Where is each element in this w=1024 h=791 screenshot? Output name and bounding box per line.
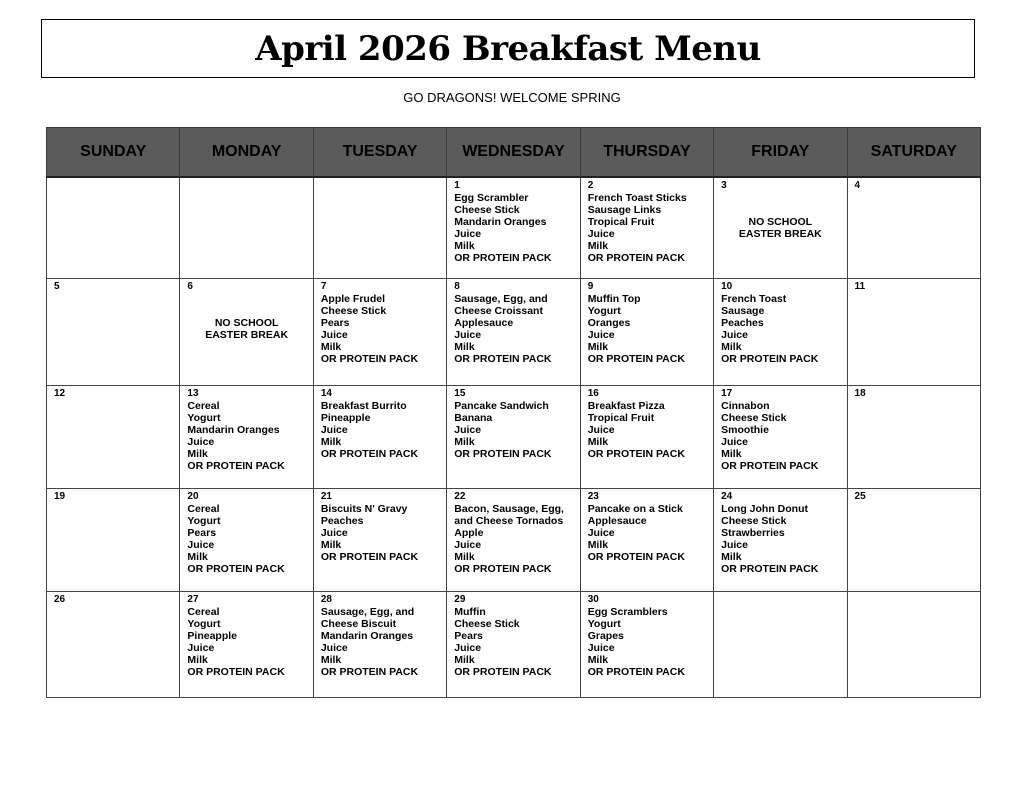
menu-item: Juice xyxy=(320,642,348,654)
menu-item: OR PROTEIN PACK xyxy=(187,666,285,678)
day-number: 24 xyxy=(721,491,733,502)
note-line: NO SCHOOL xyxy=(748,216,813,228)
menu-item: OR PROTEIN PACK xyxy=(587,448,685,460)
menu-item: Peaches xyxy=(721,317,764,329)
day-cell xyxy=(47,177,180,279)
menu-item: OR PROTEIN PACK xyxy=(454,353,552,365)
menu-item: Juice xyxy=(454,642,482,654)
menu-item: Yogurt xyxy=(187,618,221,630)
day-cell xyxy=(47,489,180,592)
menu-item: Juice xyxy=(454,539,482,551)
day-cell xyxy=(313,489,446,592)
menu-item: Milk xyxy=(454,240,475,252)
menu-item: Juice xyxy=(454,329,482,341)
day-number: 30 xyxy=(587,594,599,605)
week-row xyxy=(47,386,981,489)
menu-item: Juice xyxy=(721,329,748,341)
day-number: 16 xyxy=(587,388,599,399)
menu-item: Milk xyxy=(320,436,342,448)
note-line: EASTER BREAK xyxy=(205,329,289,341)
day-number: 29 xyxy=(454,594,466,605)
day-cell xyxy=(580,177,713,279)
day-cell xyxy=(180,279,313,386)
menu-item: Milk xyxy=(454,341,475,353)
day-number: 2 xyxy=(587,180,594,191)
menu-item: Juice xyxy=(320,329,348,341)
day-cell xyxy=(714,489,847,592)
menu-item: Juice xyxy=(187,642,215,654)
menu-item: Sausage Links xyxy=(587,204,662,216)
menu-item: Milk xyxy=(187,448,208,460)
menu-item: Pineapple xyxy=(187,630,238,642)
menu-item: Juice xyxy=(587,527,615,539)
menu-item: Biscuits N' Gravy xyxy=(320,503,408,515)
menu-item: Pears xyxy=(454,630,483,642)
menu-item: Milk xyxy=(320,654,342,666)
menu-item: Milk xyxy=(454,551,475,563)
day-cell xyxy=(580,489,713,592)
menu-item: Egg Scramblers xyxy=(587,606,668,618)
menu-item: Juice xyxy=(587,642,615,654)
day-number: 26 xyxy=(54,594,66,605)
menu-item: Cheese Stick xyxy=(721,515,787,527)
menu-item: Pineapple xyxy=(320,412,371,424)
menu-item: Smoothie xyxy=(721,424,769,436)
day-cell xyxy=(447,279,580,386)
page-title: April 2026 Breakfast Menu xyxy=(255,28,761,69)
day-number: 22 xyxy=(454,491,466,502)
day-cell xyxy=(180,386,313,489)
menu-item: Juice xyxy=(587,329,615,341)
menu-item: Milk xyxy=(320,539,342,551)
day-number: 23 xyxy=(587,491,599,502)
day-number: 25 xyxy=(854,491,866,502)
menu-item: Milk xyxy=(721,341,742,353)
menu-item: Apple Frudel xyxy=(320,293,386,305)
day-cell xyxy=(847,386,980,489)
day-number: 15 xyxy=(454,388,466,399)
day-cell xyxy=(313,386,446,489)
menu-item: Milk xyxy=(587,240,609,252)
menu-item: Juice xyxy=(320,424,348,436)
menu-item: Long John Donut xyxy=(721,503,809,515)
day-cell xyxy=(47,279,180,386)
menu-item: Breakfast Burrito xyxy=(320,400,407,412)
menu-item: Sausage xyxy=(721,305,765,317)
menu-item: OR PROTEIN PACK xyxy=(587,252,685,264)
menu-item: Pears xyxy=(320,317,350,329)
day-cell xyxy=(714,177,847,279)
menu-item: OR PROTEIN PACK xyxy=(721,563,819,575)
day-cell xyxy=(847,279,980,386)
menu-item: Cheese Croissant xyxy=(454,305,543,317)
menu-item: Breakfast Pizza xyxy=(587,400,665,412)
menu-item: OR PROTEIN PACK xyxy=(587,353,685,365)
day-cell xyxy=(447,592,580,698)
day-cell xyxy=(447,489,580,592)
menu-item: OR PROTEIN PACK xyxy=(187,460,285,472)
day-cell xyxy=(47,386,180,489)
menu-item: Applesauce xyxy=(454,317,514,329)
menu-item: Juice xyxy=(721,436,748,448)
menu-item: French Toast Sticks xyxy=(587,192,687,204)
menu-item: Mandarin Oranges xyxy=(320,630,414,642)
menu-item: Mandarin Oranges xyxy=(187,424,280,436)
day-cell xyxy=(847,177,980,279)
day-number: 28 xyxy=(320,594,332,605)
menu-item: Milk xyxy=(454,654,475,666)
day-cell xyxy=(714,279,847,386)
menu-item: Pears xyxy=(187,527,217,539)
menu-item: Applesauce xyxy=(587,515,647,527)
menu-item: Juice xyxy=(187,539,215,551)
weekday-header: MONDAY xyxy=(180,128,313,178)
day-number: 12 xyxy=(54,388,66,399)
menu-item: Milk xyxy=(587,436,609,448)
note-line: NO SCHOOL xyxy=(214,317,279,329)
no-school-note xyxy=(721,216,839,240)
day-number: 13 xyxy=(187,388,199,399)
menu-item: Sausage, Egg, and xyxy=(320,606,415,618)
menu-item: and Cheese Tornados xyxy=(454,515,564,527)
calendar-table xyxy=(46,127,981,698)
menu-item: OR PROTEIN PACK xyxy=(454,666,552,678)
weekday-header: THURSDAY xyxy=(580,128,713,178)
menu-item: Yogurt xyxy=(187,412,221,424)
day-cell xyxy=(313,592,446,698)
day-number: 21 xyxy=(320,491,332,502)
menu-item: Milk xyxy=(187,654,208,666)
menu-item: Cheese Biscuit xyxy=(320,618,397,630)
menu-item: OR PROTEIN PACK xyxy=(320,448,419,460)
day-number: 10 xyxy=(721,281,733,292)
menu-item: Muffin xyxy=(454,606,486,618)
day-cell xyxy=(847,489,980,592)
menu-item: OR PROTEIN PACK xyxy=(587,666,685,678)
day-cell xyxy=(447,386,580,489)
menu-item: Milk xyxy=(454,436,475,448)
weekday-header: FRIDAY xyxy=(714,128,847,178)
day-cell xyxy=(580,386,713,489)
weekday-header-row xyxy=(47,128,981,178)
menu-item: Cheese Stick xyxy=(454,204,520,216)
day-cell xyxy=(180,177,313,279)
day-cell xyxy=(313,177,446,279)
menu-item: Juice xyxy=(721,539,748,551)
menu-item: Pancake on a Stick xyxy=(587,503,683,515)
week-row xyxy=(47,177,981,279)
menu-item: Cereal xyxy=(187,606,220,618)
day-cell xyxy=(714,386,847,489)
day-number: 14 xyxy=(320,388,332,399)
subtitle: GO DRAGONS! WELCOME SPRING xyxy=(403,90,621,105)
menu-item: Milk xyxy=(587,539,609,551)
day-cell xyxy=(580,592,713,698)
week-row xyxy=(47,279,981,386)
menu-item: Yogurt xyxy=(587,305,621,317)
day-cell xyxy=(180,489,313,592)
menu-item: OR PROTEIN PACK xyxy=(320,666,419,678)
menu-item: Milk xyxy=(587,341,609,353)
menu-item: Grapes xyxy=(587,630,624,642)
day-cell xyxy=(714,592,847,698)
day-number: 5 xyxy=(54,281,60,292)
day-number: 3 xyxy=(721,180,727,191)
day-number: 20 xyxy=(187,491,199,502)
menu-item: Juice xyxy=(587,228,615,240)
no-school-note xyxy=(187,317,305,341)
menu-item: OR PROTEIN PACK xyxy=(454,563,552,575)
day-cell xyxy=(447,177,580,279)
menu-item: OR PROTEIN PACK xyxy=(721,353,819,365)
day-number: 4 xyxy=(854,180,861,191)
day-number: 11 xyxy=(854,281,866,292)
menu-item: Tropical Fruit xyxy=(587,216,655,228)
menu-item: OR PROTEIN PACK xyxy=(454,252,552,264)
menu-item: Tropical Fruit xyxy=(587,412,655,424)
menu-item: Cereal xyxy=(187,503,220,515)
day-cell xyxy=(847,592,980,698)
menu-item: Peaches xyxy=(320,515,364,527)
menu-item: Milk xyxy=(187,551,208,563)
day-number: 19 xyxy=(54,491,66,502)
menu-item: Milk xyxy=(721,551,742,563)
menu-item: Milk xyxy=(587,654,609,666)
menu-item: Cheese Stick xyxy=(320,305,387,317)
menu-item: Milk xyxy=(721,448,742,460)
note-line: EASTER BREAK xyxy=(738,228,822,240)
menu-item: Juice xyxy=(454,228,482,240)
day-number: 9 xyxy=(587,281,594,292)
menu-item: Sausage, Egg, and xyxy=(454,293,548,305)
day-cell xyxy=(313,279,446,386)
menu-item: OR PROTEIN PACK xyxy=(454,448,552,460)
menu-item: Pancake Sandwich xyxy=(454,400,549,412)
menu-item: OR PROTEIN PACK xyxy=(320,551,419,563)
weekday-header: SUNDAY xyxy=(47,128,180,178)
weekday-header: TUESDAY xyxy=(313,128,446,178)
menu-item: Strawberries xyxy=(721,527,785,539)
day-number: 8 xyxy=(454,281,460,292)
day-number: 1 xyxy=(454,180,460,191)
menu-item: Cinnabon xyxy=(721,400,770,412)
day-number: 17 xyxy=(721,388,733,399)
day-cell xyxy=(47,592,180,698)
day-number: 27 xyxy=(187,594,199,605)
menu-item: Egg Scrambler xyxy=(454,192,529,204)
weekday-header: WEDNESDAY xyxy=(447,128,580,178)
menu-item: OR PROTEIN PACK xyxy=(721,460,819,472)
menu-item: Apple xyxy=(454,527,484,539)
menu-item: Oranges xyxy=(587,317,631,329)
day-number: 6 xyxy=(187,281,193,292)
menu-item: Cheese Stick xyxy=(454,618,520,630)
menu-item: Juice xyxy=(187,436,215,448)
menu-item: Muffin Top xyxy=(587,293,641,305)
week-row xyxy=(47,489,981,592)
menu-item: Cheese Stick xyxy=(721,412,787,424)
menu-item: OR PROTEIN PACK xyxy=(320,353,419,365)
menu-item: Bacon, Sausage, Egg, xyxy=(454,503,564,515)
week-row xyxy=(47,592,981,698)
menu-item: Banana xyxy=(454,412,493,424)
menu-item: Yogurt xyxy=(587,618,621,630)
menu-item: Juice xyxy=(587,424,615,436)
title-box xyxy=(41,19,975,78)
day-number: 18 xyxy=(854,388,866,399)
menu-item: Yogurt xyxy=(187,515,221,527)
day-cell xyxy=(580,279,713,386)
menu-item: OR PROTEIN PACK xyxy=(587,551,685,563)
menu-item: Juice xyxy=(454,424,482,436)
day-cell xyxy=(180,592,313,698)
menu-item: Cereal xyxy=(187,400,220,412)
menu-item: Mandarin Oranges xyxy=(454,216,547,228)
day-number: 7 xyxy=(320,281,327,292)
menu-item: OR PROTEIN PACK xyxy=(187,563,285,575)
weekday-header: SATURDAY xyxy=(847,128,980,178)
menu-item: Milk xyxy=(320,341,342,353)
menu-item: Juice xyxy=(320,527,348,539)
menu-item: French Toast xyxy=(721,293,787,305)
